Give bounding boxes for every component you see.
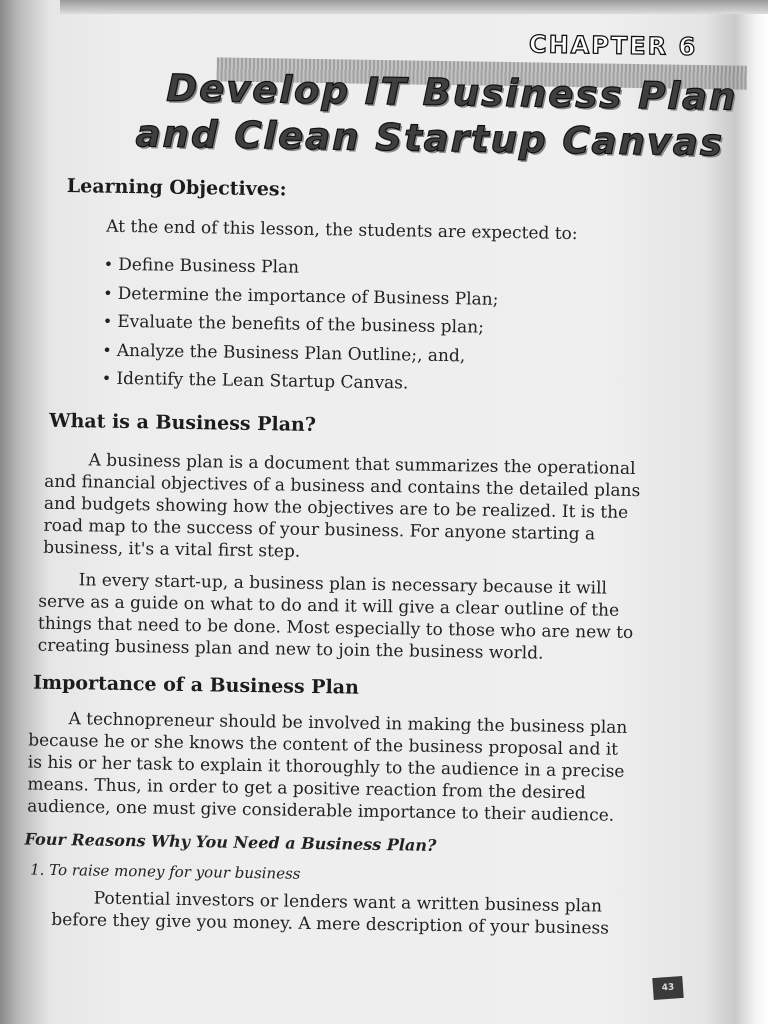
paragraph-line: A technopreneur should be involved in making the business plan [68, 709, 628, 738]
paragraph-line: things that need to be done. Most especially to those who are new to [37, 613, 634, 643]
chapter-label: CHAPTER 6 [528, 30, 698, 61]
paragraph-line: business, it's a vital first step. [43, 537, 301, 562]
paragraph-line: and financial objectives of a business and contains the detailed plans [44, 471, 641, 502]
objectives-list [102, 251, 499, 400]
objective-item: • Evaluate the benefits of the business plan; [103, 308, 499, 343]
paragraph-line: means. Thus, in order to get a positive reaction from the desired [27, 774, 586, 804]
learning-objectives-heading: Learning Objectives: [66, 175, 287, 201]
objective-item: • Determine the importance of Business Plan; [103, 279, 499, 314]
chapter-title-line-1: Develop IT Business Plan [166, 66, 738, 119]
reason-1-label: 1. To raise money for your business [30, 860, 301, 883]
objective-item: • Analyze the Business Plan Outline;, and, [102, 336, 498, 371]
objective-item: • Define Business Plan [103, 251, 499, 286]
paragraph-line: is his or her task to explain it thoroughly to the audience in a precise [27, 752, 625, 782]
what-is-business-plan-heading: What is a Business Plan? [49, 409, 317, 436]
paragraph-line: creating business plan and new to join the business world. [37, 635, 544, 664]
paragraph-line: and budgets showing how the objectives are to be realized. It is the [43, 493, 629, 523]
paragraph-line: In every start-up, a business plan is necessary because it will [78, 570, 608, 599]
four-reasons-heading: Four Reasons Why You Need a Business Plan? [24, 829, 437, 855]
objective-item: • Identify the Lean Startup Canvas. [102, 365, 498, 400]
reason-1-line: Potential investors or lenders want a written business plan [93, 888, 603, 917]
paragraph-line: A business plan is a document that summarizes the operational [88, 450, 636, 480]
reason-1-line: before they give you money. A mere description of your business [51, 909, 610, 939]
importance-heading: Importance of a Business Plan [32, 671, 360, 699]
paragraph-line: road map to the success of your business. For anyone starting a [43, 515, 596, 545]
page-number-badge: 43 [652, 976, 683, 1000]
paragraph-line: because he or she knows the content of the business proposal and it [28, 730, 619, 760]
paragraph-line: serve as a guide on what to do and it will give a clear outline of the [38, 591, 620, 621]
objectives-intro: At the end of this lesson, the students are expected to: [106, 216, 578, 245]
chapter-title-line-2: and Clean Startup Canvas [135, 112, 725, 165]
paragraph-line: audience, one must give considerable importance to their audience. [26, 796, 615, 826]
